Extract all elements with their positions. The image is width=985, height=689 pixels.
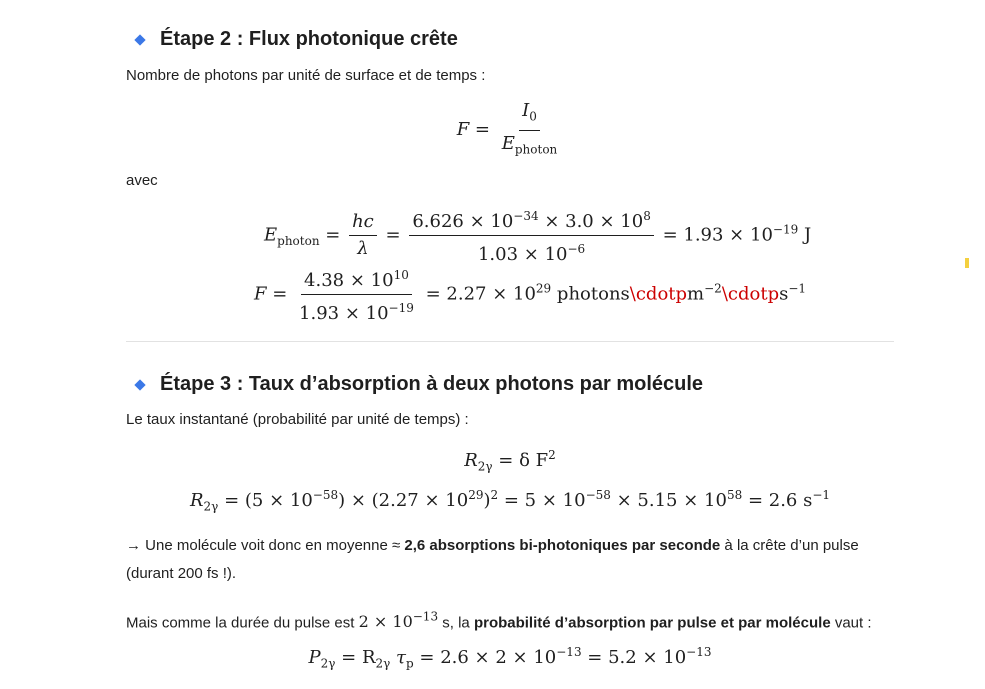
section-divider bbox=[126, 341, 894, 342]
eq-den-sub: photon bbox=[514, 142, 558, 157]
eq-r-rhs: = δ F bbox=[498, 450, 549, 471]
eq-lhs: F bbox=[456, 119, 470, 141]
eq-f-unit-s: s bbox=[779, 283, 789, 305]
eq-e-exp1: −34 bbox=[513, 209, 539, 223]
eq-r2-c: ) bbox=[483, 490, 491, 511]
eq-r2-c-exp: 2 bbox=[490, 488, 499, 502]
eq-e-f1-den: λ bbox=[357, 238, 369, 259]
para2-math: 2 × 10 bbox=[358, 612, 413, 632]
section-2-heading bbox=[136, 28, 458, 51]
eq-p-a-sub: 2γ bbox=[375, 656, 391, 671]
eq-f-result: = 2.27 × 10 bbox=[425, 283, 536, 305]
eq-e-result: = 1.93 × 10 bbox=[662, 224, 773, 246]
fraction-values bbox=[409, 205, 654, 266]
para2-mid: s, la bbox=[438, 614, 474, 632]
equation-flux-value: F = $\frac{4.38 \times 10^{10}}{1.93 \times 10^{-19}}$ = $2.27 \times 10^{29}$ photons\cdotpm$^{-2}$\cdotps$^{-1}$ bbox=[254, 264, 806, 325]
eq-e-f2-mid: × 3.0 × 10 bbox=[538, 211, 644, 232]
eq-r2-lhs: R bbox=[189, 490, 204, 511]
eq-f-den-exp: −19 bbox=[388, 301, 414, 315]
eq-e-lhs: E bbox=[264, 224, 278, 246]
fraction-flux bbox=[296, 264, 417, 325]
equation-probability bbox=[126, 645, 894, 671]
eq-p-b-sub: p bbox=[406, 656, 414, 671]
eq-e-unit: J bbox=[798, 224, 812, 246]
eq-e-f2-den: 1.03 × 10 bbox=[477, 244, 568, 265]
eq-p-b: τ bbox=[390, 647, 406, 668]
eq-p-lhs: P bbox=[308, 647, 321, 668]
eq-r2-e-exp: 58 bbox=[726, 488, 743, 502]
para2-bold: probabilité d’absorption par pulse et par molécule bbox=[473, 614, 831, 632]
eq-e-f1-num: hc bbox=[352, 211, 374, 232]
equation-rate bbox=[126, 448, 894, 474]
eq-r2-e: × 5.15 × 10 bbox=[610, 490, 727, 511]
para2-pre: Mais comme la durée du pulse est bbox=[126, 614, 359, 632]
eq-r-lhs: R bbox=[464, 450, 478, 471]
paragraph-rate-explanation bbox=[126, 532, 859, 588]
equation-rate-value bbox=[126, 488, 894, 514]
avec-label: avec bbox=[126, 172, 158, 189]
eq-p-c-exp: −13 bbox=[556, 645, 582, 659]
eq-f-unit-m: m bbox=[687, 283, 705, 305]
eq-p-a: = R bbox=[335, 647, 376, 668]
eq-p-d: = 5.2 × 10 bbox=[581, 647, 687, 668]
eq-f-num-exp: 10 bbox=[393, 268, 409, 282]
scroll-marker bbox=[965, 258, 969, 268]
eq-r2-d: = 5 × 10 bbox=[498, 490, 586, 511]
equation-photon-energy: $E_{photon}$ = $\frac{hc}{\lambda}$ = $\frac{6.626 \times 10^{-34} \times 3.0 \times 10^8}{1.03 \times 10^{-6}}$ = $1.93 \times 10^{-19}$ J bbox=[264, 205, 811, 266]
eq-p-d-exp: −13 bbox=[686, 645, 712, 659]
diamond-bullet-icon bbox=[134, 34, 145, 45]
eq-f-den: 1.93 × 10 bbox=[299, 303, 389, 324]
para2-post: vaut : bbox=[830, 614, 872, 632]
eq-f-lhs: F bbox=[254, 283, 267, 305]
eq-e-lhs-sub: photon bbox=[277, 234, 320, 249]
paragraph-pulse bbox=[126, 603, 872, 637]
para1-line2: (durant 200 fs !). bbox=[126, 565, 237, 582]
eq-r2-f-exp: −1 bbox=[812, 488, 831, 502]
eq-num: I bbox=[522, 100, 530, 121]
para2-math-exp: −13 bbox=[412, 610, 439, 624]
diamond-bullet-icon bbox=[134, 379, 145, 390]
para1-bold: 2,6 absorptions bi-photoniques par seconde bbox=[404, 537, 721, 554]
eq-r2-f: = 2.6 s bbox=[742, 490, 813, 511]
fraction bbox=[499, 100, 561, 160]
para1-post: à la crête d’un pulse bbox=[720, 537, 859, 554]
eq-p-sub: 2γ bbox=[320, 656, 336, 671]
para1-pre: → Une molécule voit donc en moyenne ≈ bbox=[126, 537, 405, 554]
eq-r2-d-exp: −58 bbox=[585, 488, 611, 502]
eq-p-c: = 2.6 × 2 × 10 bbox=[413, 647, 557, 668]
eq-e-exp2: 8 bbox=[643, 209, 651, 223]
section-3-title: Étape 3 : Taux d’absorption à deux photons par molécule bbox=[160, 373, 704, 395]
equation-flux: F = $\frac{I_0}{E_{photon}}$ bbox=[126, 100, 894, 160]
eq-r2-b-exp: 29 bbox=[468, 488, 484, 502]
section-3-heading bbox=[136, 373, 703, 396]
katex-error-cdotp-2: \cdotp bbox=[721, 283, 780, 305]
eq-r-exp: 2 bbox=[548, 448, 556, 462]
eq-r2-a-exp: −58 bbox=[312, 488, 339, 502]
eq-r2-a: = (5 × 10 bbox=[224, 490, 313, 511]
eq-f-unit-s-exp: −1 bbox=[788, 281, 807, 296]
eq-f-result-exp: 29 bbox=[535, 281, 552, 296]
eq-f-num: 4.38 × 10 bbox=[304, 270, 394, 291]
fraction-hc bbox=[349, 211, 377, 260]
eq-r-sub: 2γ bbox=[477, 459, 493, 474]
eq-num-sub: 0 bbox=[529, 109, 537, 124]
section-2-intro: Nombre de photons par unité de surface et de temps : bbox=[126, 67, 486, 84]
eq-den: E bbox=[501, 132, 515, 154]
eq-f-unit-m-exp: −2 bbox=[704, 281, 722, 296]
section-3-intro: Le taux instantané (probabilité par unité de temps) : bbox=[126, 411, 469, 428]
eq-e-result-exp: −19 bbox=[772, 222, 799, 237]
eq-f-unit-photons: photons bbox=[551, 283, 630, 305]
eq-r2-b: ) × (2.27 × 10 bbox=[338, 490, 469, 511]
eq-r2-sub: 2γ bbox=[203, 499, 219, 514]
section-2-title: Étape 2 : Flux photonique crête bbox=[160, 28, 458, 50]
katex-error-cdotp-1: \cdotp bbox=[629, 283, 688, 305]
eq-e-f2-num: 6.626 × 10 bbox=[412, 211, 514, 232]
eq-e-den-exp: −6 bbox=[567, 242, 586, 256]
